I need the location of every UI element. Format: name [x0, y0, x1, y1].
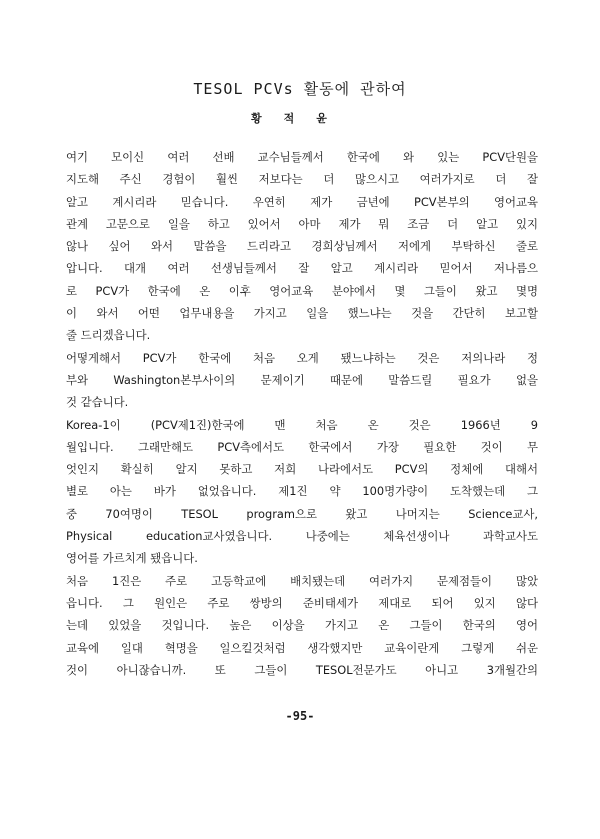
text-line: 여기 모이신 여러 선배 교수님들께서 한국에 와 있는 PCV단원을: [66, 150, 538, 164]
text-line: 줄 드리겠읍니다.: [66, 328, 151, 343]
text-line: 않나 싶어 와서 말씀을 드리라고 경희상님께서 저에게 부탁하신 줄로: [66, 239, 538, 254]
text-line: 별로 아는 바가 없었읍니다. 제1진 약 100명가량이 도착했는데 그: [66, 484, 538, 499]
text-line: 영어를 가르치게 됐읍니다.: [66, 551, 198, 566]
text-line: 처음 1진은 주로 고등학교에 배치됐는데 여러가지 문제점들이 많았: [66, 573, 538, 588]
body-text: [66, 146, 538, 681]
text-line: 압니다. 대개 여러 선생님들께서 잘 알고 계시리라 믿어서 저나름으: [66, 261, 538, 276]
text-line: 것 같습니다.: [66, 395, 129, 410]
author-name: 황적윤: [251, 112, 349, 125]
text-line: 어떻게해서 PCV가 한국에 처음 오게 됐느냐하는 것은 저의나라 정: [66, 350, 538, 365]
text-line: 는데 있었을 것입니다. 높은 이상을 가지고 온 그들이 한국의 영어: [66, 618, 538, 633]
text-line: 관계 고문으로 일을 하고 있어서 아마 제가 뭐 조금 더 알고 있지: [66, 216, 538, 231]
document-title: TESOL PCVs 활동에 관하여: [193, 80, 407, 98]
text-line: 월입니다. 그래만해도 PCV측에서도 한국에서 가장 필요한 것이 무: [66, 439, 538, 454]
text-line: 로 PCV가 한국에 온 이후 영어교육 분야에서 몇 그들이 왔고 몇명: [66, 283, 538, 298]
text-line: 엇인지 확실히 알지 못하고 저희 나라에서도 PCV의 정체에 대해서: [66, 462, 538, 477]
paragraph-2: [66, 347, 538, 414]
text-line: 알고 계시리라 믿습니다. 우연히 제가 금년에 PCV본부의 영어교육: [66, 194, 538, 209]
text-line: 것이 아니잖습니까. 또 그들이 TESOL전문가도 아니고 3개월간의: [66, 662, 538, 677]
text-line: 지도해 주신 경험이 훨씬 저보다는 더 많으시고 여러가지로 더 잘: [66, 172, 538, 187]
text-line: Physical education교사였읍니다. 나중에는 체육선생이나 과학교사도: [66, 529, 538, 544]
text-line: 이 와서 어떤 업무내용을 가지고 일을 했느냐는 것을 간단히 보고할: [66, 306, 538, 321]
text-line: 중 70여명이 TESOL program으로 왔고 나머지는 Science교사,: [66, 506, 538, 521]
text-line: Korea-1이 (PCV제1진)한국에 맨 처음 온 것은 1966년 9: [66, 417, 538, 432]
page-number: -95-: [285, 709, 315, 723]
paragraph-4: [66, 570, 538, 681]
text-line: 부와 Washington본부사이의 문제이기 때문에 말씀드릴 필요가 없을: [66, 372, 538, 387]
paragraph-3: [66, 414, 538, 570]
text-line: 읍니다. 그 원인은 주로 쌍방의 준비태세가 제대로 되어 있지 않다: [66, 595, 538, 610]
paragraph-1: [66, 146, 538, 347]
text-line: 교육에 일대 혁명을 일으킬것처럼 생각했지만 교육이란게 그렇게 쉬운: [66, 640, 538, 655]
